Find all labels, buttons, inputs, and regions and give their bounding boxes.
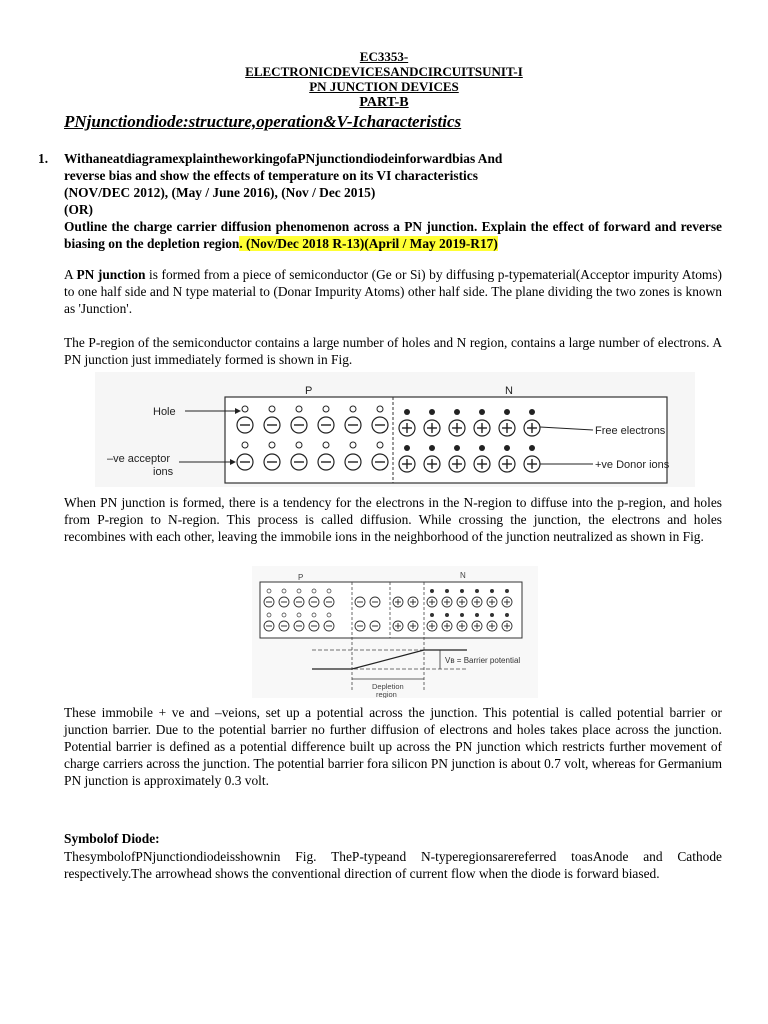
- para1-bold-term: PN junction: [76, 267, 146, 282]
- figure-pn-junction: [95, 372, 695, 492]
- fig1-hole-label: Hole: [153, 406, 176, 418]
- fig1-free-electrons-label: Free electrons: [595, 425, 666, 437]
- fig1-acceptor-label: –ve acceptor: [107, 453, 170, 465]
- fig2-p-label: P: [298, 573, 304, 582]
- paragraph-symbol: ThesymbolofPNjunctiondiodeisshownin Fig. TheP-typeand N-typeregionsarereferred toasAnode and Cathode respectively.The arrowhead shows the conventional direction of current flow when the diode is forward biased.: [64, 849, 722, 881]
- part-heading: PART-B: [359, 95, 409, 110]
- exam-highlight: . (Nov/Dec 2018 R-13)(April / May 2019-R17): [239, 236, 498, 251]
- question-line-3: (NOV/DEC 2012), (May / June 2016), (Nov / Dec 2015): [64, 185, 376, 200]
- fig2-barrier-label: Vʙ = Barrier potential: [445, 656, 521, 665]
- paragraph-p-region: The P-region of the semiconductor contains a large number of holes and N region, contains a large number of electrons. A PN junction just immediately formed is shown in Fig.: [64, 335, 722, 367]
- para1-prefix: A: [64, 267, 77, 282]
- paragraph-diffusion: When PN junction is formed, there is a tendency for the electrons in the N-region to diffuse into the p-region, and holes from P-region to N-region. This process is called diffusion. While crossing the junction, the electrons and holes recombines with each other, leaving the immobile ions in the neighborhood of the junction neutralized as shown in Fig.: [64, 495, 722, 544]
- fig1-p-label: P: [305, 385, 313, 397]
- unit-title: PN JUNCTION DEVICES: [309, 79, 459, 94]
- question-block: [38, 150, 722, 252]
- question-line-5: [64, 218, 722, 252]
- question-outline-text: Outline the charge carrier diffusion phenomenon across a PN junction. Explain the effect of forward and reverse biasing on the depletion region: [64, 219, 722, 251]
- paragraph-potential-barrier: These immobile + ve and –veions, set up a potential across the junction. This potential is called potential barrier or junction barrier. Due to the potential barrier no further diffusion of electrons and holes takes place across the junction. Potential barrier is defined as a potential difference built up across the PN junction which restricts further movement of charge carriers across the junction. The potential barrier fora silicon PN junction is about 0.7 volt, whereas for Germanium PN junction is approximately 0.3 volt.: [64, 705, 722, 788]
- section-title: PNjunctiondiode:structure,operation&V-Icharacteristics: [64, 112, 462, 131]
- question-line-1: WithaneatdiagramexplaintheworkingofaPNjunctiondiodeinforwardbias And: [64, 151, 503, 166]
- fig2-depletion-label: Depletion: [372, 682, 404, 691]
- figure-depletion-region: [252, 566, 538, 703]
- course-code: EC3353-: [359, 49, 409, 64]
- fig2-depletion-label-2: region: [376, 690, 397, 698]
- question-line-2: reverse bias and show the effects of temperature on its VI characteristics: [64, 168, 478, 183]
- fig1-donor-label: +ve Donor ions: [595, 459, 670, 471]
- course-line: ELECTRONICDEVICESANDCIRCUITSUNIT-I: [245, 64, 523, 79]
- para1-rest: is formed from a piece of semiconductor (Ge or Si) by diffusing p-typematerial(Acceptor impurity Atoms) to one half side and N type material to (Donar Impurity Atoms) other half side. The plane dividing the two zones is known as 'Junction'.: [64, 267, 722, 316]
- paragraph-pn-junction: [64, 266, 722, 317]
- fig1-acceptor-label-2: ions: [153, 466, 174, 478]
- fig1-n-label: N: [505, 385, 513, 397]
- question-number: 1.: [38, 151, 49, 166]
- symbol-heading: Symbolof Diode:: [64, 831, 160, 846]
- question-line-4: (OR): [64, 202, 94, 217]
- fig2-n-label: N: [460, 571, 466, 580]
